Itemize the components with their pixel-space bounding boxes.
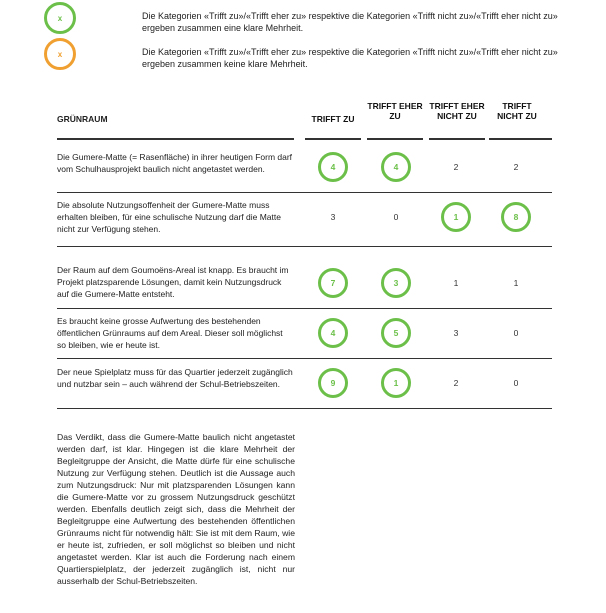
header-rule xyxy=(57,138,294,140)
value-cell: 2 xyxy=(453,162,459,172)
table-row-text: Die absolute Nutzungsoffenheit der Gumere-Matte muss erhalten bleiben, für eine schulische Nutzung darf die Matte nicht zur Verfügung stehen. xyxy=(57,200,281,234)
value-cell: 3 xyxy=(330,212,336,222)
legend-text: Die Kategorien «Trifft zu»/«Trifft eher zu» respektive die Kategorien «Trifft nicht zu»/«Trifft eher nicht zu» ergeben zusammen keine klare Mehrheit. xyxy=(142,47,558,69)
orange-circle-icon: x xyxy=(44,38,76,70)
row-divider xyxy=(57,358,552,359)
value-cell: 0 xyxy=(393,212,399,222)
header-rule xyxy=(489,138,552,140)
table-title: GRÜNRAUM xyxy=(57,114,108,124)
value-cell: 8 xyxy=(501,202,531,232)
table-row-text: Die Gumere-Matte (= Rasenfläche) in ihrer heutigen Form darf vom Schulhausprojekt baulich nicht angetastet werden. xyxy=(57,152,293,174)
column-header: TRIFFT ZU xyxy=(311,114,355,124)
value-cell: 9 xyxy=(318,368,348,398)
value-cell: 1 xyxy=(453,278,459,288)
value-cell: 3 xyxy=(381,268,411,298)
column-header: TRIFFT EHER NICHT ZU xyxy=(429,101,485,121)
table-row-text: Der Raum auf dem Goumoëns-Areal ist knapp. Es braucht im Projekt platzsparende Lösungen, damit kein Nutzungsdruck auf die Gumere-Matte entsteht. xyxy=(57,265,289,299)
green-circle-icon: x xyxy=(44,2,76,34)
row-divider xyxy=(57,308,552,309)
table-row-text: Es braucht keine grosse Aufwertung des bestehenden öffentlichen Grünraums auf dem Areal. Dieser soll möglichst so bleiben, wie er heute ist. xyxy=(57,316,283,350)
value-cell: 4 xyxy=(318,318,348,348)
value-cell: 1 xyxy=(513,278,519,288)
legend-text: Die Kategorien «Trifft zu»/«Trifft eher zu» respektive die Kategorien «Trifft nicht zu»/«Trifft eher nicht zu» ergeben zusammen eine klare Mehrheit. xyxy=(142,11,558,33)
value-cell: 0 xyxy=(513,328,519,338)
value-cell: 4 xyxy=(318,152,348,182)
value-cell: 5 xyxy=(381,318,411,348)
value-cell: 2 xyxy=(453,378,459,388)
row-divider xyxy=(57,408,552,409)
value-cell: 0 xyxy=(513,378,519,388)
header-rule xyxy=(367,138,423,140)
value-cell: 4 xyxy=(381,152,411,182)
column-header: TRIFFT NICHT ZU xyxy=(497,101,537,121)
value-cell: 3 xyxy=(453,328,459,338)
header-rule xyxy=(429,138,485,140)
summary-paragraph: Das Verdikt, dass die Gumere-Matte baulich nicht angetastet werden darf, ist klar. Hingegen ist die klare Mehrheit der Begleitgruppe der Ansicht, die Matte dürfe für eine schulische Nutzung zur Verfügung stehen. Deutlich ist die Aussage auch zum Nutzungsdruck: Nur mit platzsparenden Lösungen kann die Gumere-Matte vor zu grossem Nutzungsdruck geschützt werden. Ebenfalls deutlich zeigt sich, dass die Mehrheit der Begleitgruppe eine Aufwertung des bestehenden öffentlichen Grünraums nicht für notwendig hält: Sie ist mit dem Raum, wie er heute ist, zufrieden, er soll möglichst so bleiben und nicht angetastet werden. Klar ist auch die Forderung nach einem Quartierspielplatz, der jederzeit zugänglich ist, nicht nur ausserhalb der Schul-Betriebszeiten. xyxy=(57,432,295,586)
header-rule xyxy=(305,138,361,140)
value-cell: 1 xyxy=(441,202,471,232)
value-cell: 2 xyxy=(513,162,519,172)
row-divider xyxy=(57,246,552,247)
column-header: TRIFFT EHER ZU xyxy=(367,101,423,121)
value-cell: 1 xyxy=(381,368,411,398)
value-cell: 7 xyxy=(318,268,348,298)
row-divider xyxy=(57,192,552,193)
table-row-text: Der neue Spielplatz muss für das Quartier jederzeit zugänglich und nutzbar sein – auch während der Schul-Betriebszeiten. xyxy=(57,367,293,389)
